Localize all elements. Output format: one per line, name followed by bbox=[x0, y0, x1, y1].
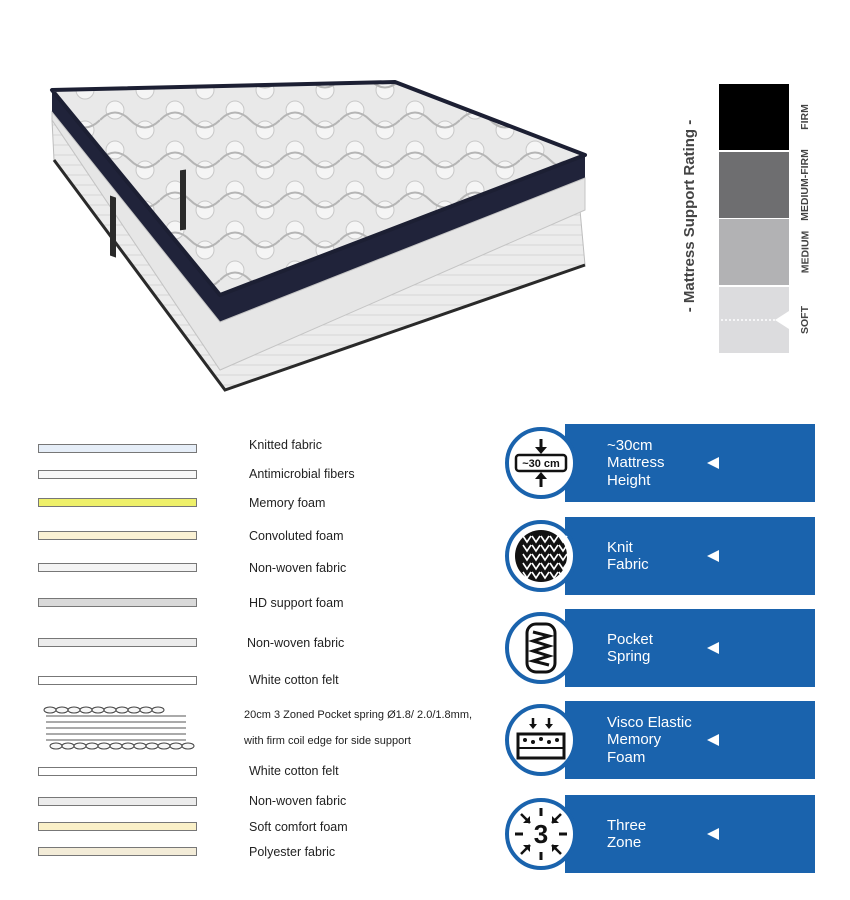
svg-text:~30 cm: ~30 cm bbox=[522, 458, 560, 470]
layer-swatch bbox=[38, 563, 197, 572]
layer-label: Non-woven fabric bbox=[249, 794, 347, 808]
rating-label-text: FIRM bbox=[799, 104, 812, 130]
layer-swatch bbox=[38, 598, 197, 607]
selected-marker-icon bbox=[719, 287, 789, 353]
feature-row bbox=[505, 517, 815, 595]
feature-label bbox=[607, 517, 717, 595]
pocket-springs-image bbox=[40, 702, 200, 752]
feature-label-line: Zone bbox=[607, 834, 642, 851]
rating-title: - Mattress Support Rating - bbox=[681, 119, 698, 313]
layer-label: White cotton felt bbox=[249, 673, 339, 687]
feature-label-line: Height bbox=[607, 471, 651, 489]
triangle-left-icon bbox=[707, 642, 719, 654]
layer-swatch bbox=[38, 498, 197, 507]
feature-label-line: Spring bbox=[607, 648, 651, 665]
ruler-height-icon bbox=[505, 427, 577, 499]
rating-box-firm bbox=[719, 84, 789, 150]
spring-description-line-1: 20cm 3 Zoned Pocket spring Ø1.8/ 2.0/1.8mm, bbox=[244, 709, 473, 721]
layer-label: HD support foam bbox=[249, 596, 344, 610]
layer-swatch bbox=[38, 767, 197, 776]
feature-row bbox=[505, 795, 815, 873]
layer-swatch bbox=[38, 822, 197, 831]
triangle-left-icon bbox=[707, 550, 719, 562]
memory-foam-icon bbox=[505, 704, 577, 776]
rating-label-text: MEDIUM-FIRM bbox=[799, 149, 811, 221]
triangle-left-icon bbox=[707, 457, 719, 469]
triangle-left-icon bbox=[707, 734, 719, 746]
rating-box-medium bbox=[719, 219, 789, 285]
rating-label-firm bbox=[798, 84, 812, 150]
feature-label-line: Fabric bbox=[607, 556, 649, 573]
mattress-image bbox=[40, 60, 600, 400]
pocket-spring-icon bbox=[505, 612, 577, 684]
feature-label-line: ~30cm bbox=[607, 436, 653, 454]
layer-label: White cotton felt bbox=[249, 764, 339, 778]
feature-label-line: Knit bbox=[607, 538, 633, 556]
layer-label: Non-woven fabric bbox=[249, 561, 347, 575]
layer-swatch bbox=[38, 470, 197, 479]
layer-swatch bbox=[38, 676, 197, 685]
rating-label-medium bbox=[798, 219, 812, 285]
rating-box-soft bbox=[719, 287, 789, 353]
layer-label: Soft comfort foam bbox=[249, 820, 348, 834]
feature-label-line: Pocket bbox=[607, 630, 653, 648]
rating-label-text: SOFT bbox=[799, 306, 811, 334]
feature-label-line: Three bbox=[607, 816, 647, 834]
spring-description-line-2: with firm coil edge for side support bbox=[244, 735, 411, 747]
svg-text:3: 3 bbox=[533, 819, 549, 849]
rating-box-medium-firm bbox=[719, 152, 789, 218]
feature-row bbox=[505, 701, 815, 779]
feature-label-line: Memory bbox=[607, 731, 662, 749]
layer-swatch bbox=[38, 444, 197, 453]
triangle-left-icon bbox=[707, 828, 719, 840]
layer-label: Antimicrobial fibers bbox=[249, 467, 355, 481]
layer-swatch bbox=[38, 797, 197, 806]
layer-swatch bbox=[38, 847, 197, 856]
knit-pattern-icon bbox=[505, 520, 577, 592]
rating-label-text: MEDIUM bbox=[799, 230, 811, 274]
feature-label-line: Visco Elastic bbox=[607, 713, 692, 731]
layer-swatch bbox=[38, 531, 197, 540]
feature-label bbox=[607, 424, 717, 502]
layer-label: Memory foam bbox=[249, 496, 326, 510]
rating-label-soft bbox=[798, 287, 812, 353]
layer-swatch bbox=[38, 638, 197, 647]
feature-label-line: Foam bbox=[607, 748, 646, 766]
feature-row bbox=[505, 424, 815, 502]
feature-row bbox=[505, 609, 815, 687]
feature-label-line: Mattress bbox=[607, 454, 665, 472]
feature-label bbox=[607, 609, 717, 687]
layer-label: Convoluted foam bbox=[249, 529, 344, 543]
layer-label: Non-woven fabric bbox=[247, 636, 345, 650]
feature-label bbox=[607, 795, 717, 873]
feature-label bbox=[607, 701, 717, 779]
layer-label: Polyester fabric bbox=[249, 845, 336, 859]
rating-label-medium-firm bbox=[798, 149, 812, 221]
three-zone-icon bbox=[505, 798, 577, 870]
layer-label: Knitted fabric bbox=[249, 438, 322, 452]
